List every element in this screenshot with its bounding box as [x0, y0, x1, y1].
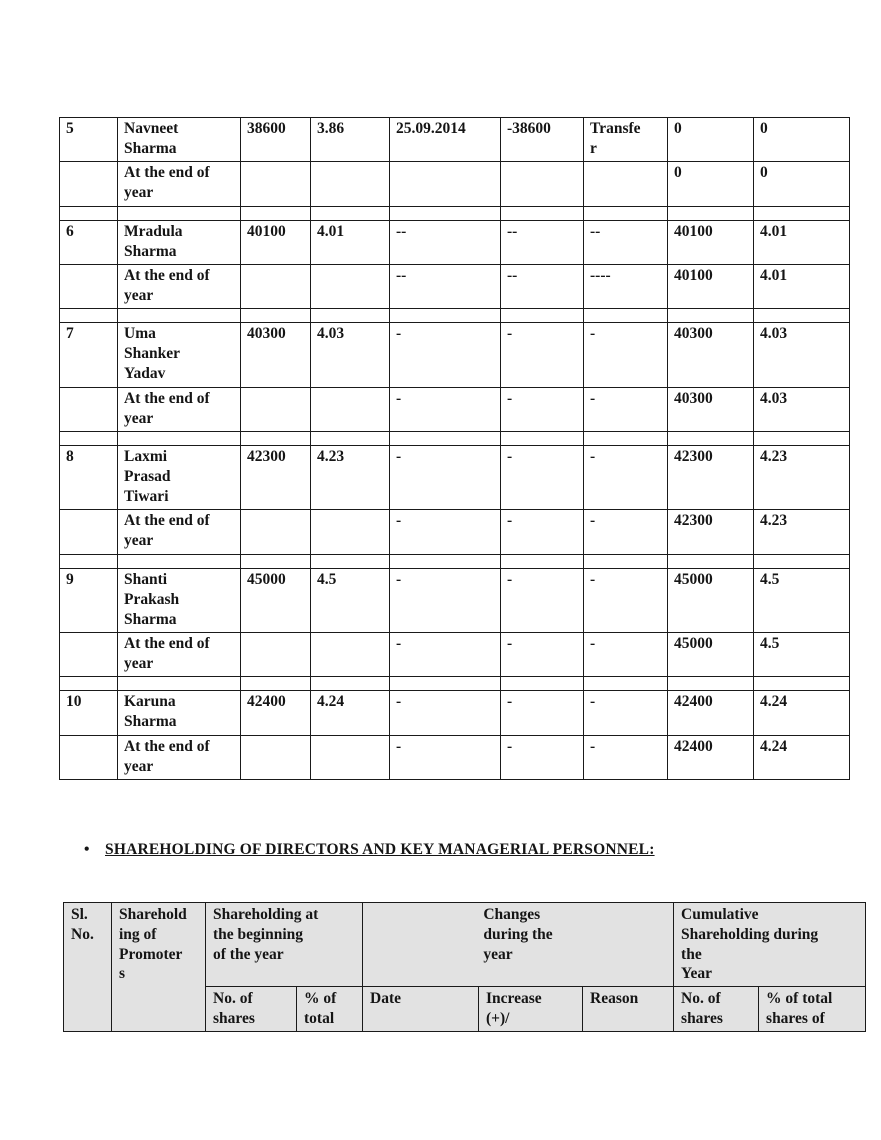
table-cell: At the end of year: [118, 387, 241, 431]
table-cell: --: [390, 264, 501, 308]
table-cell: [584, 309, 668, 323]
table-cell: 6: [60, 220, 118, 264]
table-cell: -: [390, 387, 501, 431]
table-cell: [60, 510, 118, 554]
table-row: [60, 323, 850, 387]
table-cell: 4.01: [311, 220, 390, 264]
table-cell: 4.03: [311, 323, 390, 387]
table-cell: Laxmi Prasad Tiwari: [118, 445, 241, 509]
spacer-row: [60, 206, 850, 220]
table-cell: [390, 309, 501, 323]
table-cell: -: [390, 445, 501, 509]
header-cell: Date: [363, 987, 479, 1032]
table-cell: [668, 554, 754, 568]
table-cell: 8: [60, 445, 118, 509]
table-cell: [311, 162, 390, 206]
bullet-icon: •: [84, 841, 90, 858]
table-cell: 10: [60, 691, 118, 735]
table-row: [60, 264, 850, 308]
spacer-row: [60, 677, 850, 691]
table-cell: 45000: [241, 568, 311, 632]
header-cell: Cumulative Shareholding during the Year: [674, 903, 866, 987]
table-cell: -: [501, 387, 584, 431]
table-cell: [668, 677, 754, 691]
table-cell: 4.24: [754, 735, 850, 779]
table-row: [60, 445, 850, 509]
table-cell: 5: [60, 118, 118, 162]
table-cell: -: [501, 323, 584, 387]
table-cell: [584, 677, 668, 691]
header-cell: [363, 903, 674, 987]
table-cell: 7: [60, 323, 118, 387]
table-cell: [668, 206, 754, 220]
table-cell: 40100: [668, 220, 754, 264]
table-row: [60, 220, 850, 264]
table-row: [60, 387, 850, 431]
table-cell: 0: [668, 118, 754, 162]
header-cell: Increase (+)/: [479, 987, 583, 1032]
table-cell: -38600: [501, 118, 584, 162]
table-cell: --: [390, 220, 501, 264]
table-row: [60, 691, 850, 735]
table-cell: [60, 677, 118, 691]
table-cell: --: [501, 220, 584, 264]
table-cell: 42400: [668, 735, 754, 779]
table-cell: 4.5: [754, 568, 850, 632]
spacer-row: [60, 309, 850, 323]
table-cell: [311, 431, 390, 445]
promoters-shareholding-continuation-table: [59, 117, 850, 780]
table-cell: 4.23: [754, 510, 850, 554]
table-cell: [60, 206, 118, 220]
table-cell: At the end of year: [118, 264, 241, 308]
table-cell: [60, 264, 118, 308]
table-cell: [584, 431, 668, 445]
table-cell: [501, 162, 584, 206]
table-cell: [668, 431, 754, 445]
table-cell: --: [501, 264, 584, 308]
table-cell: -: [501, 691, 584, 735]
table-cell: [390, 677, 501, 691]
table-cell: 4.5: [311, 568, 390, 632]
table-cell: [501, 431, 584, 445]
table-cell: [241, 264, 311, 308]
table-row: [60, 118, 850, 162]
table-cell: 3.86: [311, 118, 390, 162]
header-cell: Reason: [583, 987, 674, 1032]
table-cell: At the end of year: [118, 735, 241, 779]
table-cell: -: [390, 691, 501, 735]
table-cell: ----: [584, 264, 668, 308]
table-cell: Shanti Prakash Sharma: [118, 568, 241, 632]
table-cell: -: [390, 632, 501, 676]
table-cell: -: [584, 323, 668, 387]
table-cell: [60, 554, 118, 568]
table-cell: 4.24: [754, 691, 850, 735]
table-cell: -: [501, 510, 584, 554]
table-cell: -: [584, 632, 668, 676]
table-cell: -: [390, 323, 501, 387]
table-cell: -: [501, 632, 584, 676]
table-cell: [241, 309, 311, 323]
table-cell: [584, 206, 668, 220]
table-cell: [584, 162, 668, 206]
table-cell: -: [584, 568, 668, 632]
header-cell: % of total shares of: [759, 987, 866, 1032]
table-cell: [754, 206, 850, 220]
header-row: [64, 903, 866, 987]
table-cell: [60, 431, 118, 445]
table-cell: 4.24: [311, 691, 390, 735]
table-cell: 0: [754, 162, 850, 206]
table-cell: 42300: [668, 445, 754, 509]
table-cell: 40100: [241, 220, 311, 264]
table-cell: 9: [60, 568, 118, 632]
table-cell: 42300: [241, 445, 311, 509]
table-cell: --: [584, 220, 668, 264]
table-cell: [60, 735, 118, 779]
table-cell: [754, 677, 850, 691]
table-cell: Navneet Sharma: [118, 118, 241, 162]
table-cell: [241, 387, 311, 431]
table-cell: 4.03: [754, 323, 850, 387]
table-cell: Transfe r: [584, 118, 668, 162]
table-cell: [241, 735, 311, 779]
table-cell: 42400: [668, 691, 754, 735]
table-cell: 0: [754, 118, 850, 162]
table-cell: 25.09.2014: [390, 118, 501, 162]
table-cell: [584, 554, 668, 568]
table-cell: [60, 162, 118, 206]
table-cell: [60, 632, 118, 676]
table-cell: Mradula Sharma: [118, 220, 241, 264]
table-cell: At the end of year: [118, 162, 241, 206]
table-cell: 4.03: [754, 387, 850, 431]
table-cell: [311, 309, 390, 323]
table-cell: [390, 206, 501, 220]
table-cell: [501, 677, 584, 691]
table-row: [60, 162, 850, 206]
table-cell: -: [390, 568, 501, 632]
table-cell: -: [501, 735, 584, 779]
table-cell: [118, 206, 241, 220]
header-cell: Sharehold ing of Promoter s: [112, 903, 206, 1032]
table-cell: [501, 554, 584, 568]
table-cell: 4.23: [754, 445, 850, 509]
header-cell: % of total: [297, 987, 363, 1032]
table-cell: [668, 309, 754, 323]
table-cell: -: [584, 445, 668, 509]
table-cell: -: [584, 387, 668, 431]
table-cell: 4.5: [754, 632, 850, 676]
table-cell: -: [584, 510, 668, 554]
table-cell: [311, 632, 390, 676]
table-cell: 40300: [668, 387, 754, 431]
table-cell: -: [501, 568, 584, 632]
table-cell: -: [390, 735, 501, 779]
table-cell: [60, 387, 118, 431]
table-cell: 42400: [241, 691, 311, 735]
table-cell: [241, 206, 311, 220]
table-cell: [390, 431, 501, 445]
table-cell: 40100: [668, 264, 754, 308]
table-cell: 45000: [668, 568, 754, 632]
table-cell: 42300: [668, 510, 754, 554]
header-cell-text: Changes during the year: [483, 906, 553, 963]
table-cell: [501, 309, 584, 323]
table-cell: 0: [668, 162, 754, 206]
table-cell: [311, 677, 390, 691]
section-heading: [84, 841, 655, 859]
table-cell: [390, 554, 501, 568]
table-cell: [241, 632, 311, 676]
table-cell: Uma Shanker Yadav: [118, 323, 241, 387]
table-cell: [754, 431, 850, 445]
table-cell: [241, 677, 311, 691]
header-cell: Shareholding at the beginning of the year: [206, 903, 363, 987]
table-cell: Karuna Sharma: [118, 691, 241, 735]
table-cell: [60, 309, 118, 323]
table-cell: [311, 510, 390, 554]
table-cell: At the end of year: [118, 510, 241, 554]
table-cell: [501, 206, 584, 220]
table-cell: [311, 387, 390, 431]
table-cell: [754, 554, 850, 568]
header-cell: Sl. No.: [64, 903, 112, 1032]
table-row: [60, 510, 850, 554]
table-cell: At the end of year: [118, 632, 241, 676]
table-cell: -: [390, 510, 501, 554]
table-cell: [241, 554, 311, 568]
table-cell: [241, 162, 311, 206]
table-cell: [390, 162, 501, 206]
table-row: [60, 735, 850, 779]
table-cell: [311, 554, 390, 568]
table-cell: 45000: [668, 632, 754, 676]
table-row: [60, 632, 850, 676]
table-cell: [241, 431, 311, 445]
directors-kmp-shareholding-table: [63, 902, 866, 1032]
table-cell: 40300: [668, 323, 754, 387]
table-cell: [118, 677, 241, 691]
table-cell: 4.01: [754, 220, 850, 264]
table-cell: -: [501, 445, 584, 509]
header-cell: No. of shares: [674, 987, 759, 1032]
spacer-row: [60, 554, 850, 568]
table-cell: 40300: [241, 323, 311, 387]
section-heading-text: SHAREHOLDING OF DIRECTORS AND KEY MANAGERIAL PERSONNEL:: [105, 841, 655, 858]
spacer-row: [60, 431, 850, 445]
table-cell: [754, 309, 850, 323]
table-cell: [311, 206, 390, 220]
table-cell: [241, 510, 311, 554]
header-cell: No. of shares: [206, 987, 297, 1032]
table-cell: -: [584, 735, 668, 779]
table-cell: [118, 554, 241, 568]
table-cell: [311, 735, 390, 779]
table-cell: -: [584, 691, 668, 735]
table-cell: [118, 431, 241, 445]
table-cell: 38600: [241, 118, 311, 162]
table-cell: [311, 264, 390, 308]
table-cell: 4.23: [311, 445, 390, 509]
table-cell: 4.01: [754, 264, 850, 308]
table-cell: [118, 309, 241, 323]
table-row: [60, 568, 850, 632]
